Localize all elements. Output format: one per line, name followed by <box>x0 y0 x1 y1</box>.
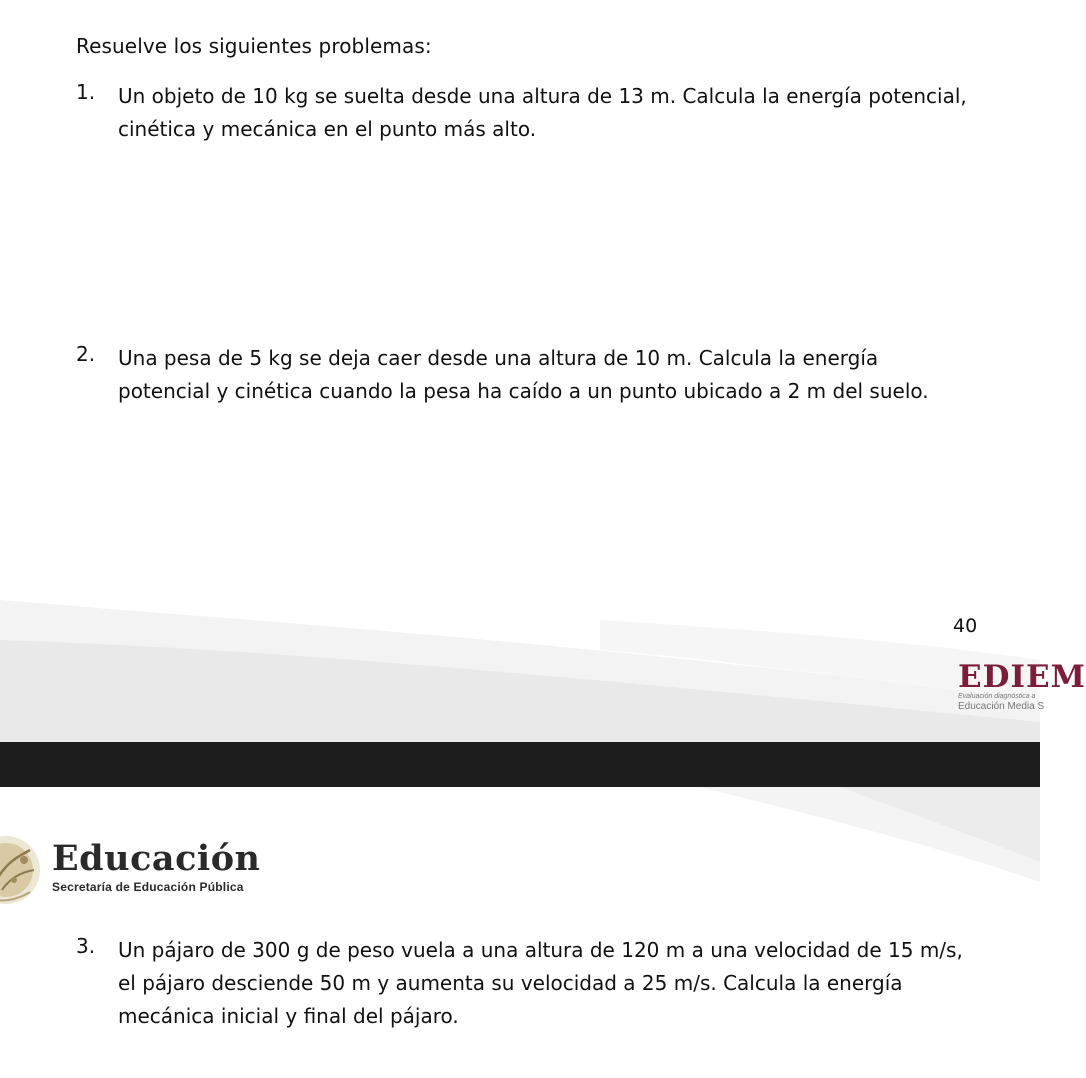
decorative-swoosh <box>0 787 1040 1078</box>
ediems-logo-title: EDIEM <box>958 659 1086 695</box>
ediems-logo-subtitle: Educación Media S <box>958 701 1045 712</box>
page-number: 40 <box>953 615 978 637</box>
ediems-logo-subtitle: Evaluación diagnóstica a <box>958 693 1036 700</box>
ediems-logo <box>958 661 1086 712</box>
sep-brand <box>52 838 260 894</box>
problem-number: 2. <box>76 342 96 366</box>
problem-text-line: el pájaro desciende 50 m y aumenta su velocidad a 25 m/s. Calcula la energía <box>118 971 903 995</box>
sep-brand-subtitle: Secretaría de Educación Pública <box>52 880 244 894</box>
instructions-heading: Resuelve los siguientes problemas: <box>76 34 432 58</box>
page-lower <box>0 787 1040 1078</box>
problem-text-line: mecánica inicial y final del pájaro. <box>118 1004 459 1028</box>
sep-brand-title: Educación <box>52 838 261 879</box>
problem-number: 1. <box>76 80 96 104</box>
problem-text-line: potencial y cinética cuando la pesa ha caído a un punto ubicado a 2 m del suelo. <box>118 379 929 403</box>
page-separator <box>0 742 1040 787</box>
problem-text-line: Una pesa de 5 kg se deja caer desde una altura de 10 m. Calcula la energía <box>118 346 879 370</box>
problem-text-line: Un objeto de 10 kg se suelta desde una altura de 13 m. Calcula la energía potencial, <box>118 84 967 108</box>
problem-number: 3. <box>76 934 96 958</box>
problem-text-line: Un pájaro de 300 g de peso vuela a una altura de 120 m a una velocidad de 15 m/s, <box>118 938 963 962</box>
sep-seal-icon <box>0 830 50 910</box>
problem-text-line: cinética y mecánica en el punto más alto. <box>118 117 537 141</box>
